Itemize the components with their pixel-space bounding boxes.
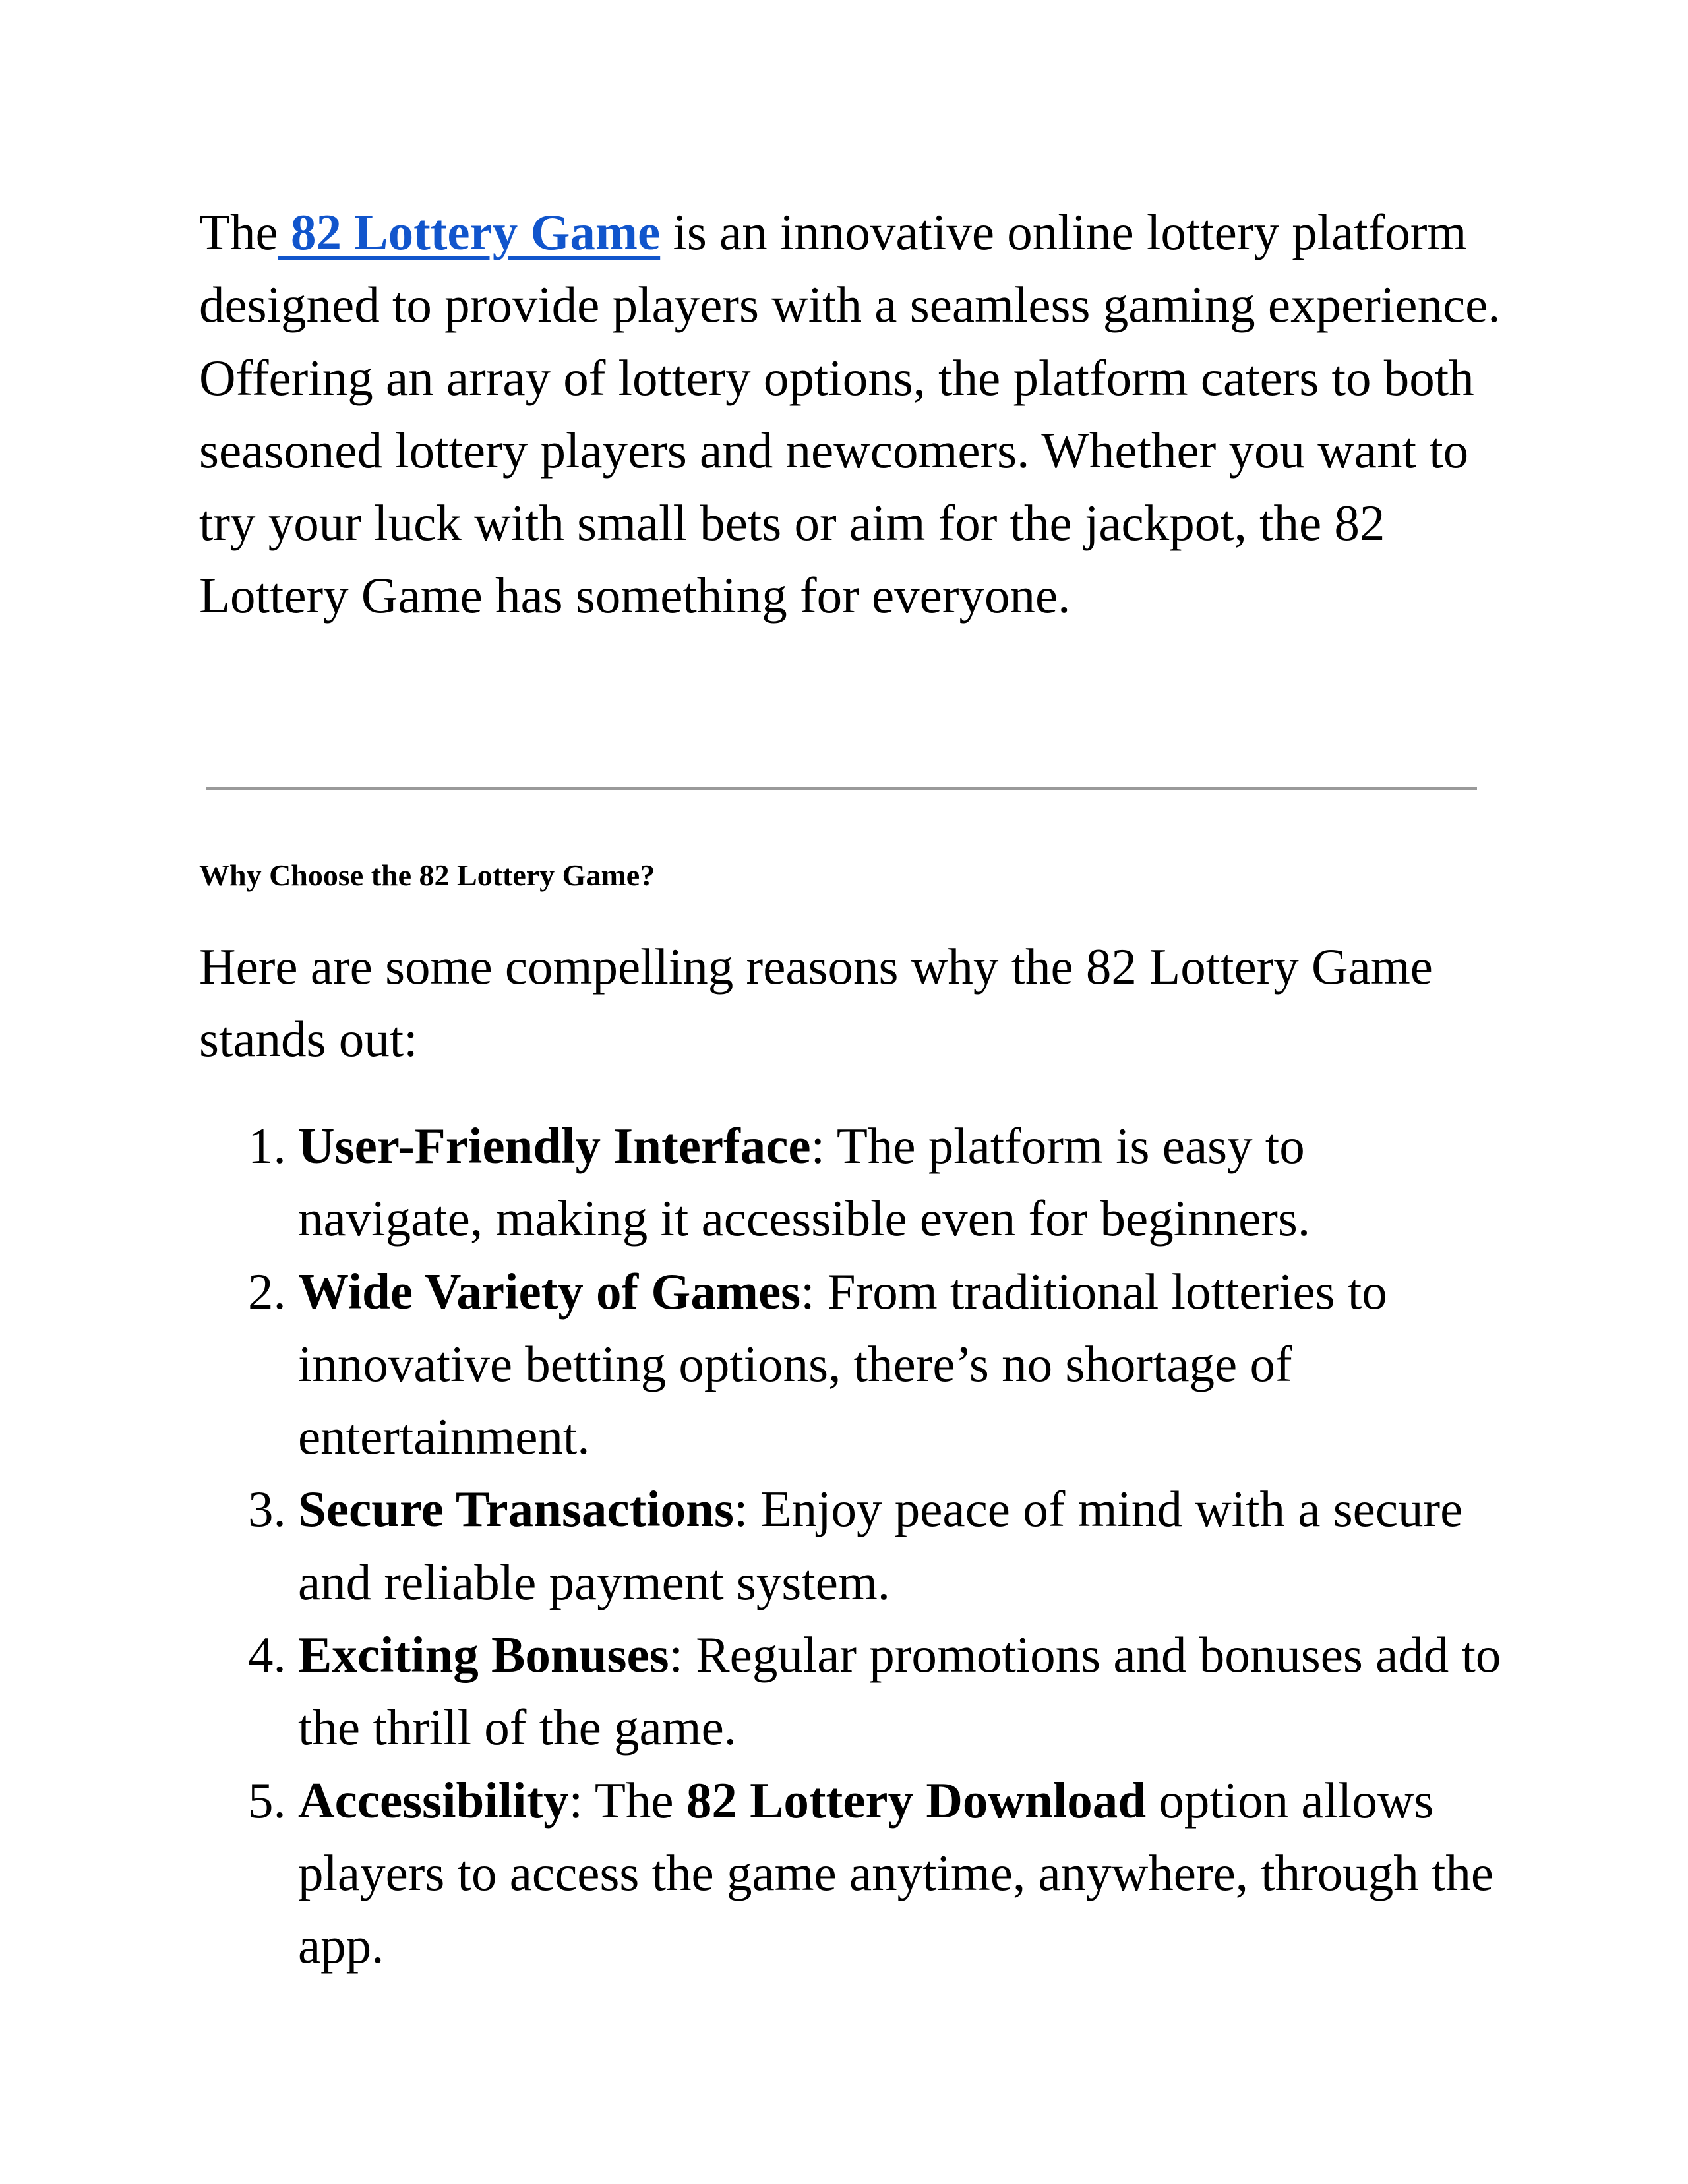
list-item [248,1618,1501,1764]
item-number: 4. [248,1626,286,1684]
item-title: Wide Variety of Games [298,1262,801,1320]
item-text: : From traditional lotteries to innovative betting options, there’s no shortage of entertainment. [298,1262,1387,1465]
item-text: : The [568,1771,686,1829]
list-item [248,1255,1501,1473]
item-number: 1. [248,1117,286,1174]
item-title: Secure Transactions [298,1481,734,1538]
item-text: option allows players to access the game anytime, anywhere, through the app. [298,1771,1494,1974]
item-title: Accessibility [298,1771,569,1829]
intro-paragraph [199,196,1501,632]
item-number: 3. [248,1481,286,1538]
item-text: : Regular promotions and bonuses add to the thrill of the game. [298,1626,1501,1756]
item-number: 2. [248,1262,286,1320]
intro-prefix: The [199,204,278,260]
horizontal-divider [206,787,1477,790]
intro-text: is an innovative online lottery platform designed to provide players with a seamless gaming experience. Offering an array of lottery options, the platform caters to both seasoned lottery players and newcomers. Whether you want to try your luck with small bets or aim for the jackpot, the 82 Lottery Game has something for everyone. [199,204,1501,624]
82-lottery-game-link[interactable]: 82 Lottery Game [278,204,661,260]
list-item [248,1473,1501,1618]
item-text: : The platform is easy to navigate, making it accessible even for beginners. [298,1117,1311,1247]
reasons-list [199,1109,1501,1982]
item-title: User-Friendly Interface [298,1117,811,1174]
list-item [248,1764,1501,1982]
list-item [248,1109,1501,1255]
section-lead: Here are some compelling reasons why the 82 Lottery Game stands out: [199,938,1433,1068]
item-title: Exciting Bonuses [298,1626,669,1684]
item-number: 5. [248,1771,286,1829]
item-text: : Enjoy peace of mind with a secure and reliable payment system. [298,1481,1463,1610]
item-bold-phrase: 82 Lottery Download [686,1771,1147,1829]
section-heading: Why Choose the 82 Lottery Game? [199,858,655,892]
